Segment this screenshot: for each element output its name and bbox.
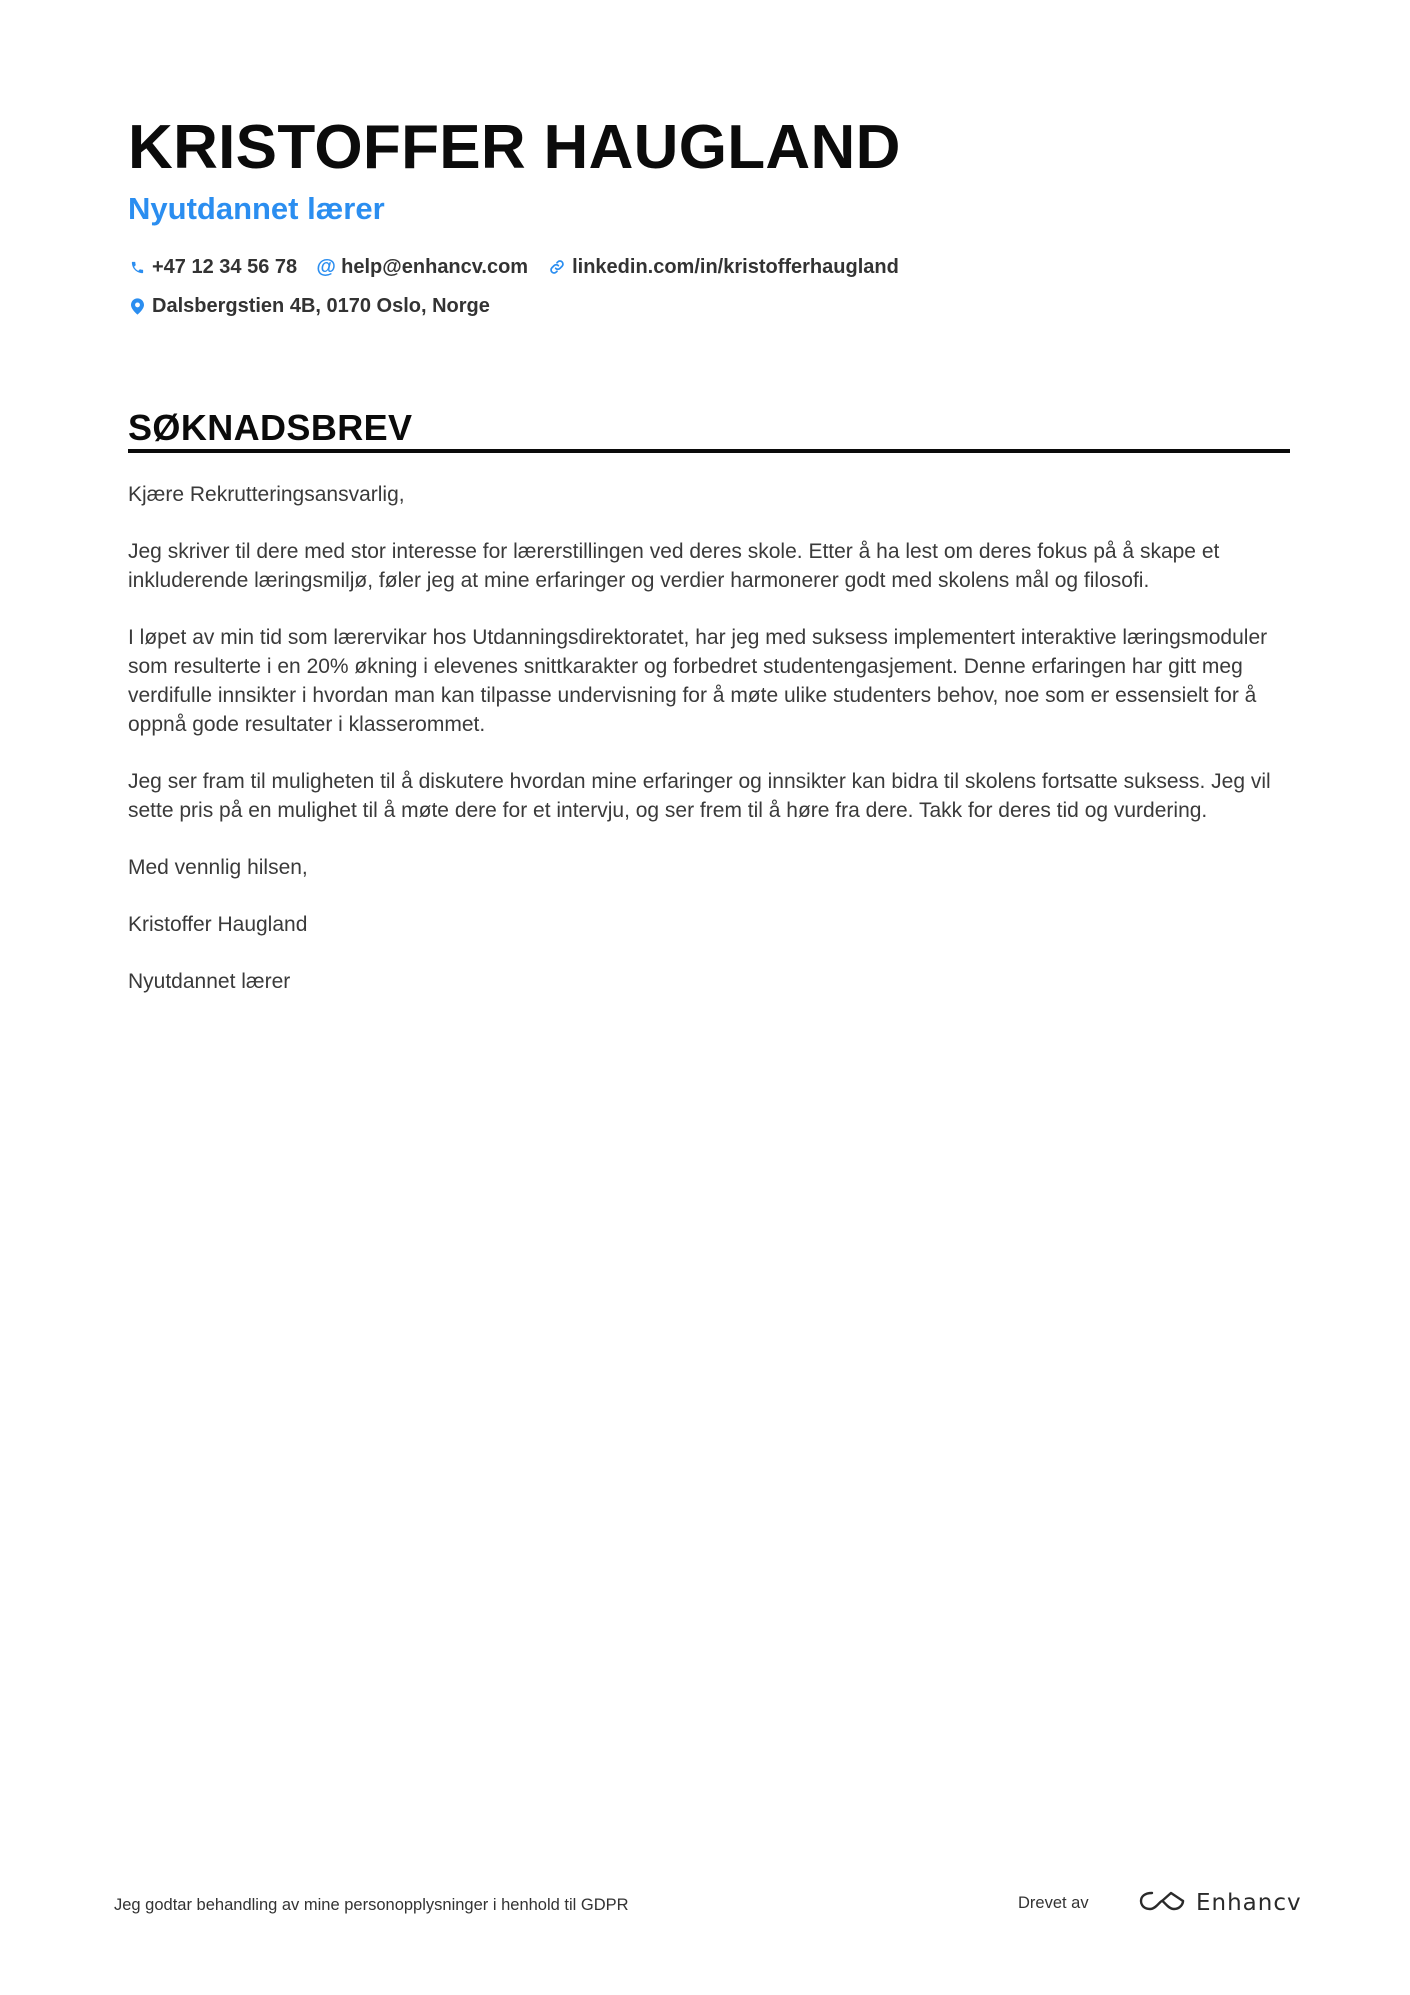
email-address[interactable]: help@enhancv.com [341,256,529,278]
applicant-name: KRISTOFFER HAUGLAND [128,113,901,182]
letter-greeting: Kjære Rekrutteringsansvarlig, [128,483,405,506]
contact-linkedin[interactable] [548,253,899,281]
contact-phone [128,253,297,281]
signature-title: Nyutdannet lærer [128,970,291,993]
section-heading: SØKNADSBREV [128,407,413,448]
contact-email[interactable] [317,253,528,281]
link-icon [548,257,566,277]
enhancv-logo-icon [1138,1888,1186,1919]
signature-name: Kristoffer Haugland [128,913,308,936]
contact-address [128,292,490,320]
letter-paragraph-1: Jeg skriver til dere med stor interesse for lærerstillingen ved deres skole. Etter å ha lest om deres fokus på å skape et inkluderende læringsmiljø, føler jeg at mine erfaringer og verdier harmonerer godt med skolens mål og filosofi. [128,540,1220,592]
phone-number: +47 12 34 56 78 [152,256,298,278]
section-divider [128,449,1290,453]
phone-icon [128,257,146,277]
at-icon: @ [316,256,336,278]
powered-by-label: Drevet av [1018,1894,1089,1912]
enhancv-brand-link[interactable] [1138,1888,1302,1918]
applicant-title: Nyutdannet lærer [128,191,385,226]
gdpr-consent-text: Jeg godtar behandling av mine personopplysninger i henhold til GDPR [114,1896,629,1914]
address-text: Dalsbergstien 4B, 0170 Oslo, Norge [152,295,490,317]
contact-row-primary [128,253,919,281]
map-pin-icon [128,296,146,316]
letter-paragraph-2: I løpet av min tid som lærervikar hos Utdanningsdirektoratet, har jeg med suksess implementert interaktive læringsmoduler som resulterte i en 20% økning i elevenes snittkarakter og forbedret studentengasjement. Denne erfaringen har gitt meg verdifulle innsikter i hvordan man kan tilpasse undervisning for å møte ulike studenters behov, noe som er essensielt for å oppnå gode resultater i klasserommet. [128,626,1268,736]
letter-closing: Med vennlig hilsen, [128,856,308,879]
letter-paragraph-3: Jeg ser fram til muligheten til å diskutere hvordan mine erfaringer og innsikter kan bidra til skolens fortsatte suksess. Jeg vil sette pris på en mulighet til å møte dere for et intervju, og ser frem til å høre fra dere. Takk for deres tid og vurdering. [128,770,1271,822]
letter-body [128,480,1296,1024]
linkedin-url[interactable]: linkedin.com/in/kristofferhaugland [572,256,899,278]
contact-row-secondary [128,292,510,320]
enhancv-brand-name: Enhancv [1196,1890,1302,1916]
